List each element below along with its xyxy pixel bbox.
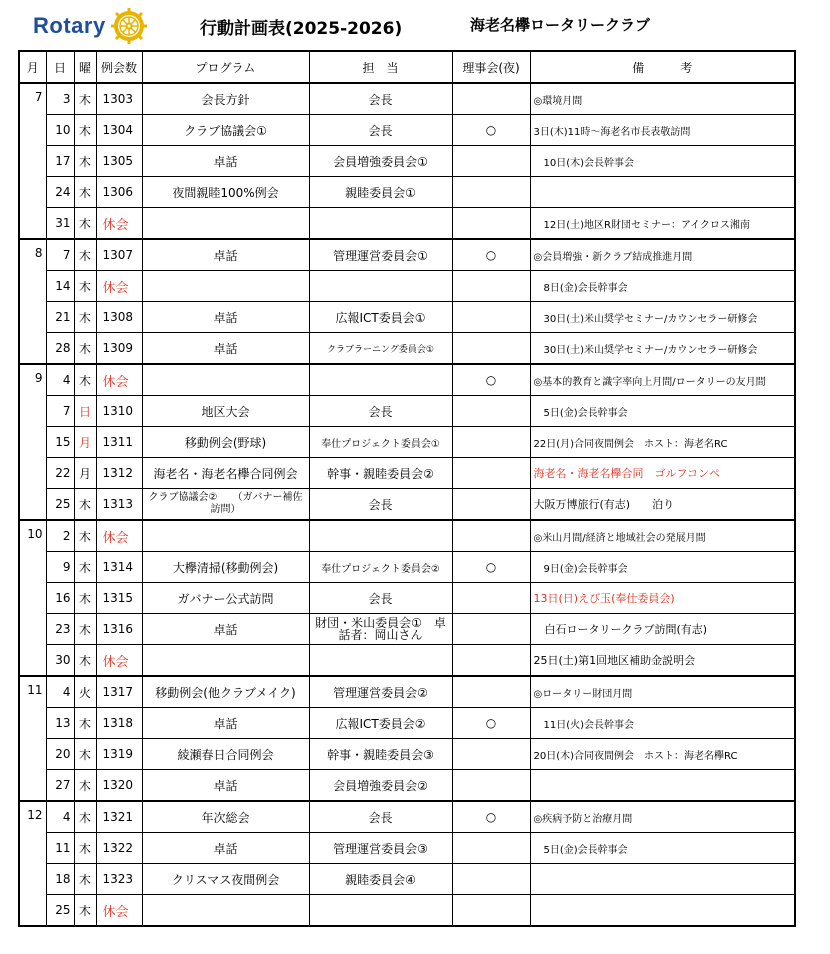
table-row (19, 864, 795, 895)
program-cell: 卓話 (142, 708, 309, 739)
day-cell: 23 (46, 614, 74, 645)
notes-cell: 13日(日)えび玉(奉仕委員会) (530, 583, 795, 614)
meeting-number-cell: 休会 (96, 520, 142, 552)
notes-cell: 海老名・海老名欅合同 ゴルフコンペ (530, 458, 795, 489)
table-row (19, 676, 795, 708)
day-cell: 7 (46, 396, 74, 427)
table-row (19, 614, 795, 645)
weekday-cell: 木 (74, 83, 96, 115)
meeting-number-cell: 休会 (96, 364, 142, 396)
day-cell: 31 (46, 208, 74, 240)
table-row (19, 83, 795, 115)
program-cell: 卓話 (142, 833, 309, 864)
meeting-number-cell: 1307 (96, 239, 142, 271)
notes-cell: ◎環境月間 (530, 83, 795, 115)
responsible-cell: 幹事・親睦委員会③ (309, 739, 452, 770)
table-row (19, 552, 795, 583)
meeting-number-cell: 1306 (96, 177, 142, 208)
weekday-cell: 木 (74, 115, 96, 146)
notes-cell: ◎疾病予防と治療月間 (530, 801, 795, 833)
responsible-cell: クラブラーニング委員会① (309, 333, 452, 365)
board-meeting-cell (452, 302, 530, 333)
table-row (19, 489, 795, 521)
board-meeting-cell (452, 739, 530, 770)
page-header (0, 0, 830, 50)
meeting-number-cell: 1321 (96, 801, 142, 833)
weekday-cell: 木 (74, 833, 96, 864)
responsible-cell: 奉仕プロジェクト委員会① (309, 427, 452, 458)
month-cell: 9 (19, 364, 46, 520)
notes-cell: 5日(金)会長幹事会 (530, 396, 795, 427)
table-header-row (19, 51, 795, 83)
notes-cell: ◎基本的教育と識字率向上月間/ロータリーの友月間 (530, 364, 795, 396)
notes-cell: 11日(火)会長幹事会 (530, 708, 795, 739)
day-cell: 9 (46, 552, 74, 583)
table-row (19, 458, 795, 489)
month-cell: 8 (19, 239, 46, 364)
meeting-number-cell: 1318 (96, 708, 142, 739)
program-cell: 大欅清掃(移動例会) (142, 552, 309, 583)
notes-cell: 30日(土)米山奨学セミナー/カウンセラー研修会 (530, 333, 795, 365)
weekday-cell: 木 (74, 364, 96, 396)
meeting-number-cell: 休会 (96, 208, 142, 240)
month-cell: 11 (19, 676, 46, 801)
meeting-number-cell: 1304 (96, 115, 142, 146)
day-cell: 7 (46, 239, 74, 271)
weekday-cell: 木 (74, 645, 96, 677)
responsible-cell: 会長 (309, 115, 452, 146)
board-meeting-cell (452, 208, 530, 240)
program-cell: 綾瀬春日合同例会 (142, 739, 309, 770)
program-cell (142, 520, 309, 552)
day-cell: 4 (46, 676, 74, 708)
meeting-number-cell: 休会 (96, 271, 142, 302)
responsible-cell: 親睦委員会① (309, 177, 452, 208)
table-row (19, 770, 795, 802)
program-cell: 卓話 (142, 302, 309, 333)
board-meeting-cell (452, 177, 530, 208)
col-notes-header: 備 考 (530, 51, 795, 83)
board-meeting-cell: ○ (452, 115, 530, 146)
table-row (19, 239, 795, 271)
board-meeting-cell (452, 676, 530, 708)
board-meeting-cell (452, 458, 530, 489)
notes-cell: ◎米山月間/経済と地域社会の発展月間 (530, 520, 795, 552)
day-cell: 27 (46, 770, 74, 802)
program-cell: クラブ協議会① (142, 115, 309, 146)
notes-cell: 3日(木)11時～海老名市長表敬訪問 (530, 115, 795, 146)
program-cell: 夜間親睦100%例会 (142, 177, 309, 208)
col-month-header: 月 (19, 51, 46, 83)
meeting-number-cell: 1303 (96, 83, 142, 115)
day-cell: 22 (46, 458, 74, 489)
program-cell: クリスマス夜間例会 (142, 864, 309, 895)
day-cell: 20 (46, 739, 74, 770)
meeting-number-cell: 1316 (96, 614, 142, 645)
board-meeting-cell (452, 427, 530, 458)
notes-cell (530, 864, 795, 895)
responsible-cell: 親睦委員会④ (309, 864, 452, 895)
day-cell: 30 (46, 645, 74, 677)
notes-cell: 25日(土)第1回地区補助金説明会 (530, 645, 795, 677)
program-cell (142, 364, 309, 396)
board-meeting-cell (452, 489, 530, 521)
logo-text: Rotary (33, 13, 106, 38)
notes-cell: 8日(金)会長幹事会 (530, 271, 795, 302)
table-row (19, 208, 795, 240)
day-cell: 17 (46, 146, 74, 177)
responsible-cell (309, 895, 452, 927)
board-meeting-cell (452, 645, 530, 677)
weekday-cell: 木 (74, 239, 96, 271)
program-cell (142, 645, 309, 677)
board-meeting-cell: ○ (452, 239, 530, 271)
responsible-cell: 会長 (309, 489, 452, 521)
board-meeting-cell (452, 614, 530, 645)
notes-cell: 10日(木)会長幹事会 (530, 146, 795, 177)
day-cell: 4 (46, 364, 74, 396)
weekday-cell: 木 (74, 208, 96, 240)
board-meeting-cell: ○ (452, 708, 530, 739)
table-row (19, 146, 795, 177)
program-cell: 会長方針 (142, 83, 309, 115)
day-cell: 3 (46, 83, 74, 115)
day-cell: 13 (46, 708, 74, 739)
table-row (19, 364, 795, 396)
responsible-cell: 会長 (309, 83, 452, 115)
meeting-number-cell: 1310 (96, 396, 142, 427)
program-cell: 移動例会(野球) (142, 427, 309, 458)
program-cell: 卓話 (142, 614, 309, 645)
weekday-cell: 木 (74, 333, 96, 365)
program-cell (142, 271, 309, 302)
board-meeting-cell (452, 833, 530, 864)
responsible-cell: 会員増強委員会② (309, 770, 452, 802)
table-row (19, 396, 795, 427)
weekday-cell: 木 (74, 177, 96, 208)
responsible-cell: 会長 (309, 801, 452, 833)
weekday-cell: 木 (74, 864, 96, 895)
responsible-cell (309, 645, 452, 677)
responsible-cell: 会長 (309, 583, 452, 614)
weekday-cell: 木 (74, 489, 96, 521)
board-meeting-cell (452, 770, 530, 802)
table-row (19, 302, 795, 333)
day-cell: 10 (46, 115, 74, 146)
program-cell: 海老名・海老名欅合同例会 (142, 458, 309, 489)
weekday-cell: 木 (74, 801, 96, 833)
weekday-cell: 木 (74, 302, 96, 333)
weekday-cell: 木 (74, 552, 96, 583)
notes-cell: 5日(金)会長幹事会 (530, 833, 795, 864)
meeting-number-cell: 1319 (96, 739, 142, 770)
notes-cell: 白石ロータリークラブ訪問(有志) (530, 614, 795, 645)
notes-cell (530, 177, 795, 208)
board-meeting-cell: ○ (452, 364, 530, 396)
day-cell: 14 (46, 271, 74, 302)
table-row (19, 333, 795, 365)
responsible-cell: 奉仕プロジェクト委員会② (309, 552, 452, 583)
day-cell: 24 (46, 177, 74, 208)
day-cell: 21 (46, 302, 74, 333)
day-cell: 25 (46, 489, 74, 521)
col-day-header: 日 (46, 51, 74, 83)
notes-cell: 20日(木)合同夜間例会 ホスト：海老名欅RC (530, 739, 795, 770)
responsible-cell: 財団・米山委員会① 卓話者：岡山さん (309, 614, 452, 645)
weekday-cell: 木 (74, 146, 96, 177)
meeting-number-cell: 1309 (96, 333, 142, 365)
day-cell: 25 (46, 895, 74, 927)
notes-cell (530, 895, 795, 927)
program-cell: 移動例会(他クラブメイク) (142, 676, 309, 708)
day-cell: 11 (46, 833, 74, 864)
meeting-number-cell: 1311 (96, 427, 142, 458)
col-program-header: プログラム (142, 51, 309, 83)
rotary-wheel-icon (109, 6, 149, 46)
responsible-cell (309, 271, 452, 302)
board-meeting-cell (452, 146, 530, 177)
meeting-number-cell: 1313 (96, 489, 142, 521)
board-meeting-cell (452, 583, 530, 614)
notes-cell: 30日(土)米山奨学セミナー/カウンセラー研修会 (530, 302, 795, 333)
table-row (19, 895, 795, 927)
board-meeting-cell (452, 520, 530, 552)
day-cell: 28 (46, 333, 74, 365)
table-row (19, 739, 795, 770)
meeting-number-cell: 1320 (96, 770, 142, 802)
meeting-number-cell: 1315 (96, 583, 142, 614)
program-cell: 卓話 (142, 770, 309, 802)
table-row (19, 271, 795, 302)
meeting-number-cell: 1314 (96, 552, 142, 583)
board-meeting-cell (452, 83, 530, 115)
table-row (19, 833, 795, 864)
day-cell: 16 (46, 583, 74, 614)
board-meeting-cell: ○ (452, 552, 530, 583)
day-cell: 18 (46, 864, 74, 895)
month-cell: 12 (19, 801, 46, 926)
weekday-cell: 月 (74, 458, 96, 489)
month-cell: 10 (19, 520, 46, 676)
table-row (19, 708, 795, 739)
meeting-number-cell: 休会 (96, 895, 142, 927)
program-cell: 年次総会 (142, 801, 309, 833)
page-title: 行動計画表(2025-2026) (200, 19, 403, 39)
responsible-cell (309, 208, 452, 240)
schedule-table (18, 50, 796, 927)
notes-cell (530, 770, 795, 802)
program-cell: 卓話 (142, 239, 309, 271)
table-row (19, 115, 795, 146)
responsible-cell: 会員増強委員会① (309, 146, 452, 177)
weekday-cell: 木 (74, 614, 96, 645)
month-cell: 7 (19, 83, 46, 239)
meeting-number-cell: 1308 (96, 302, 142, 333)
responsible-cell (309, 364, 452, 396)
program-cell (142, 895, 309, 927)
table-row (19, 645, 795, 677)
table-row (19, 801, 795, 833)
notes-cell: 12日(土)地区R財団セミナー：アイクロス湘南 (530, 208, 795, 240)
table-row (19, 177, 795, 208)
responsible-cell: 管理運営委員会① (309, 239, 452, 271)
meeting-number-cell: 休会 (96, 645, 142, 677)
board-meeting-cell (452, 271, 530, 302)
weekday-cell: 木 (74, 520, 96, 552)
day-cell: 4 (46, 801, 74, 833)
responsible-cell: 広報ICT委員会① (309, 302, 452, 333)
responsible-cell: 幹事・親睦委員会② (309, 458, 452, 489)
meeting-number-cell: 1323 (96, 864, 142, 895)
responsible-cell (309, 520, 452, 552)
notes-cell: ◎ロータリー財団月間 (530, 676, 795, 708)
col-dow-header: 曜 (74, 51, 96, 83)
board-meeting-cell (452, 864, 530, 895)
day-cell: 15 (46, 427, 74, 458)
club-name: 海老名欅ロータリークラブ (470, 16, 651, 34)
table-row (19, 583, 795, 614)
program-cell: 地区大会 (142, 396, 309, 427)
notes-cell: 大阪万博旅行(有志) 泊り (530, 489, 795, 521)
table-row (19, 427, 795, 458)
weekday-cell: 日 (74, 396, 96, 427)
meeting-number-cell: 1305 (96, 146, 142, 177)
notes-cell: 22日(月)合同夜間例会 ホスト：海老名RC (530, 427, 795, 458)
program-cell: 卓話 (142, 146, 309, 177)
weekday-cell: 木 (74, 271, 96, 302)
board-meeting-cell: ○ (452, 801, 530, 833)
meeting-number-cell: 1317 (96, 676, 142, 708)
weekday-cell: 火 (74, 676, 96, 708)
weekday-cell: 木 (74, 708, 96, 739)
program-cell: ガバナー公式訪問 (142, 583, 309, 614)
col-meeting-number-header: 例会数 (96, 51, 142, 83)
col-responsible-header: 担 当 (309, 51, 452, 83)
responsible-cell: 広報ICT委員会② (309, 708, 452, 739)
weekday-cell: 木 (74, 739, 96, 770)
col-board-header: 理事会(夜) (452, 51, 530, 83)
notes-cell: 9日(金)会長幹事会 (530, 552, 795, 583)
program-cell: クラブ協議会② （ガバナー補佐訪問） (142, 489, 309, 521)
board-meeting-cell (452, 333, 530, 365)
weekday-cell: 木 (74, 895, 96, 927)
responsible-cell: 会長 (309, 396, 452, 427)
weekday-cell: 木 (74, 583, 96, 614)
weekday-cell: 木 (74, 770, 96, 802)
day-cell: 2 (46, 520, 74, 552)
program-cell: 卓話 (142, 333, 309, 365)
program-cell (142, 208, 309, 240)
meeting-number-cell: 1312 (96, 458, 142, 489)
table-row (19, 520, 795, 552)
rotary-logo (33, 6, 149, 46)
responsible-cell: 管理運営委員会② (309, 676, 452, 708)
weekday-cell: 月 (74, 427, 96, 458)
meeting-number-cell: 1322 (96, 833, 142, 864)
board-meeting-cell (452, 396, 530, 427)
notes-cell: ◎会員増強・新クラブ結成推進月間 (530, 239, 795, 271)
board-meeting-cell (452, 895, 530, 927)
responsible-cell: 管理運営委員会③ (309, 833, 452, 864)
